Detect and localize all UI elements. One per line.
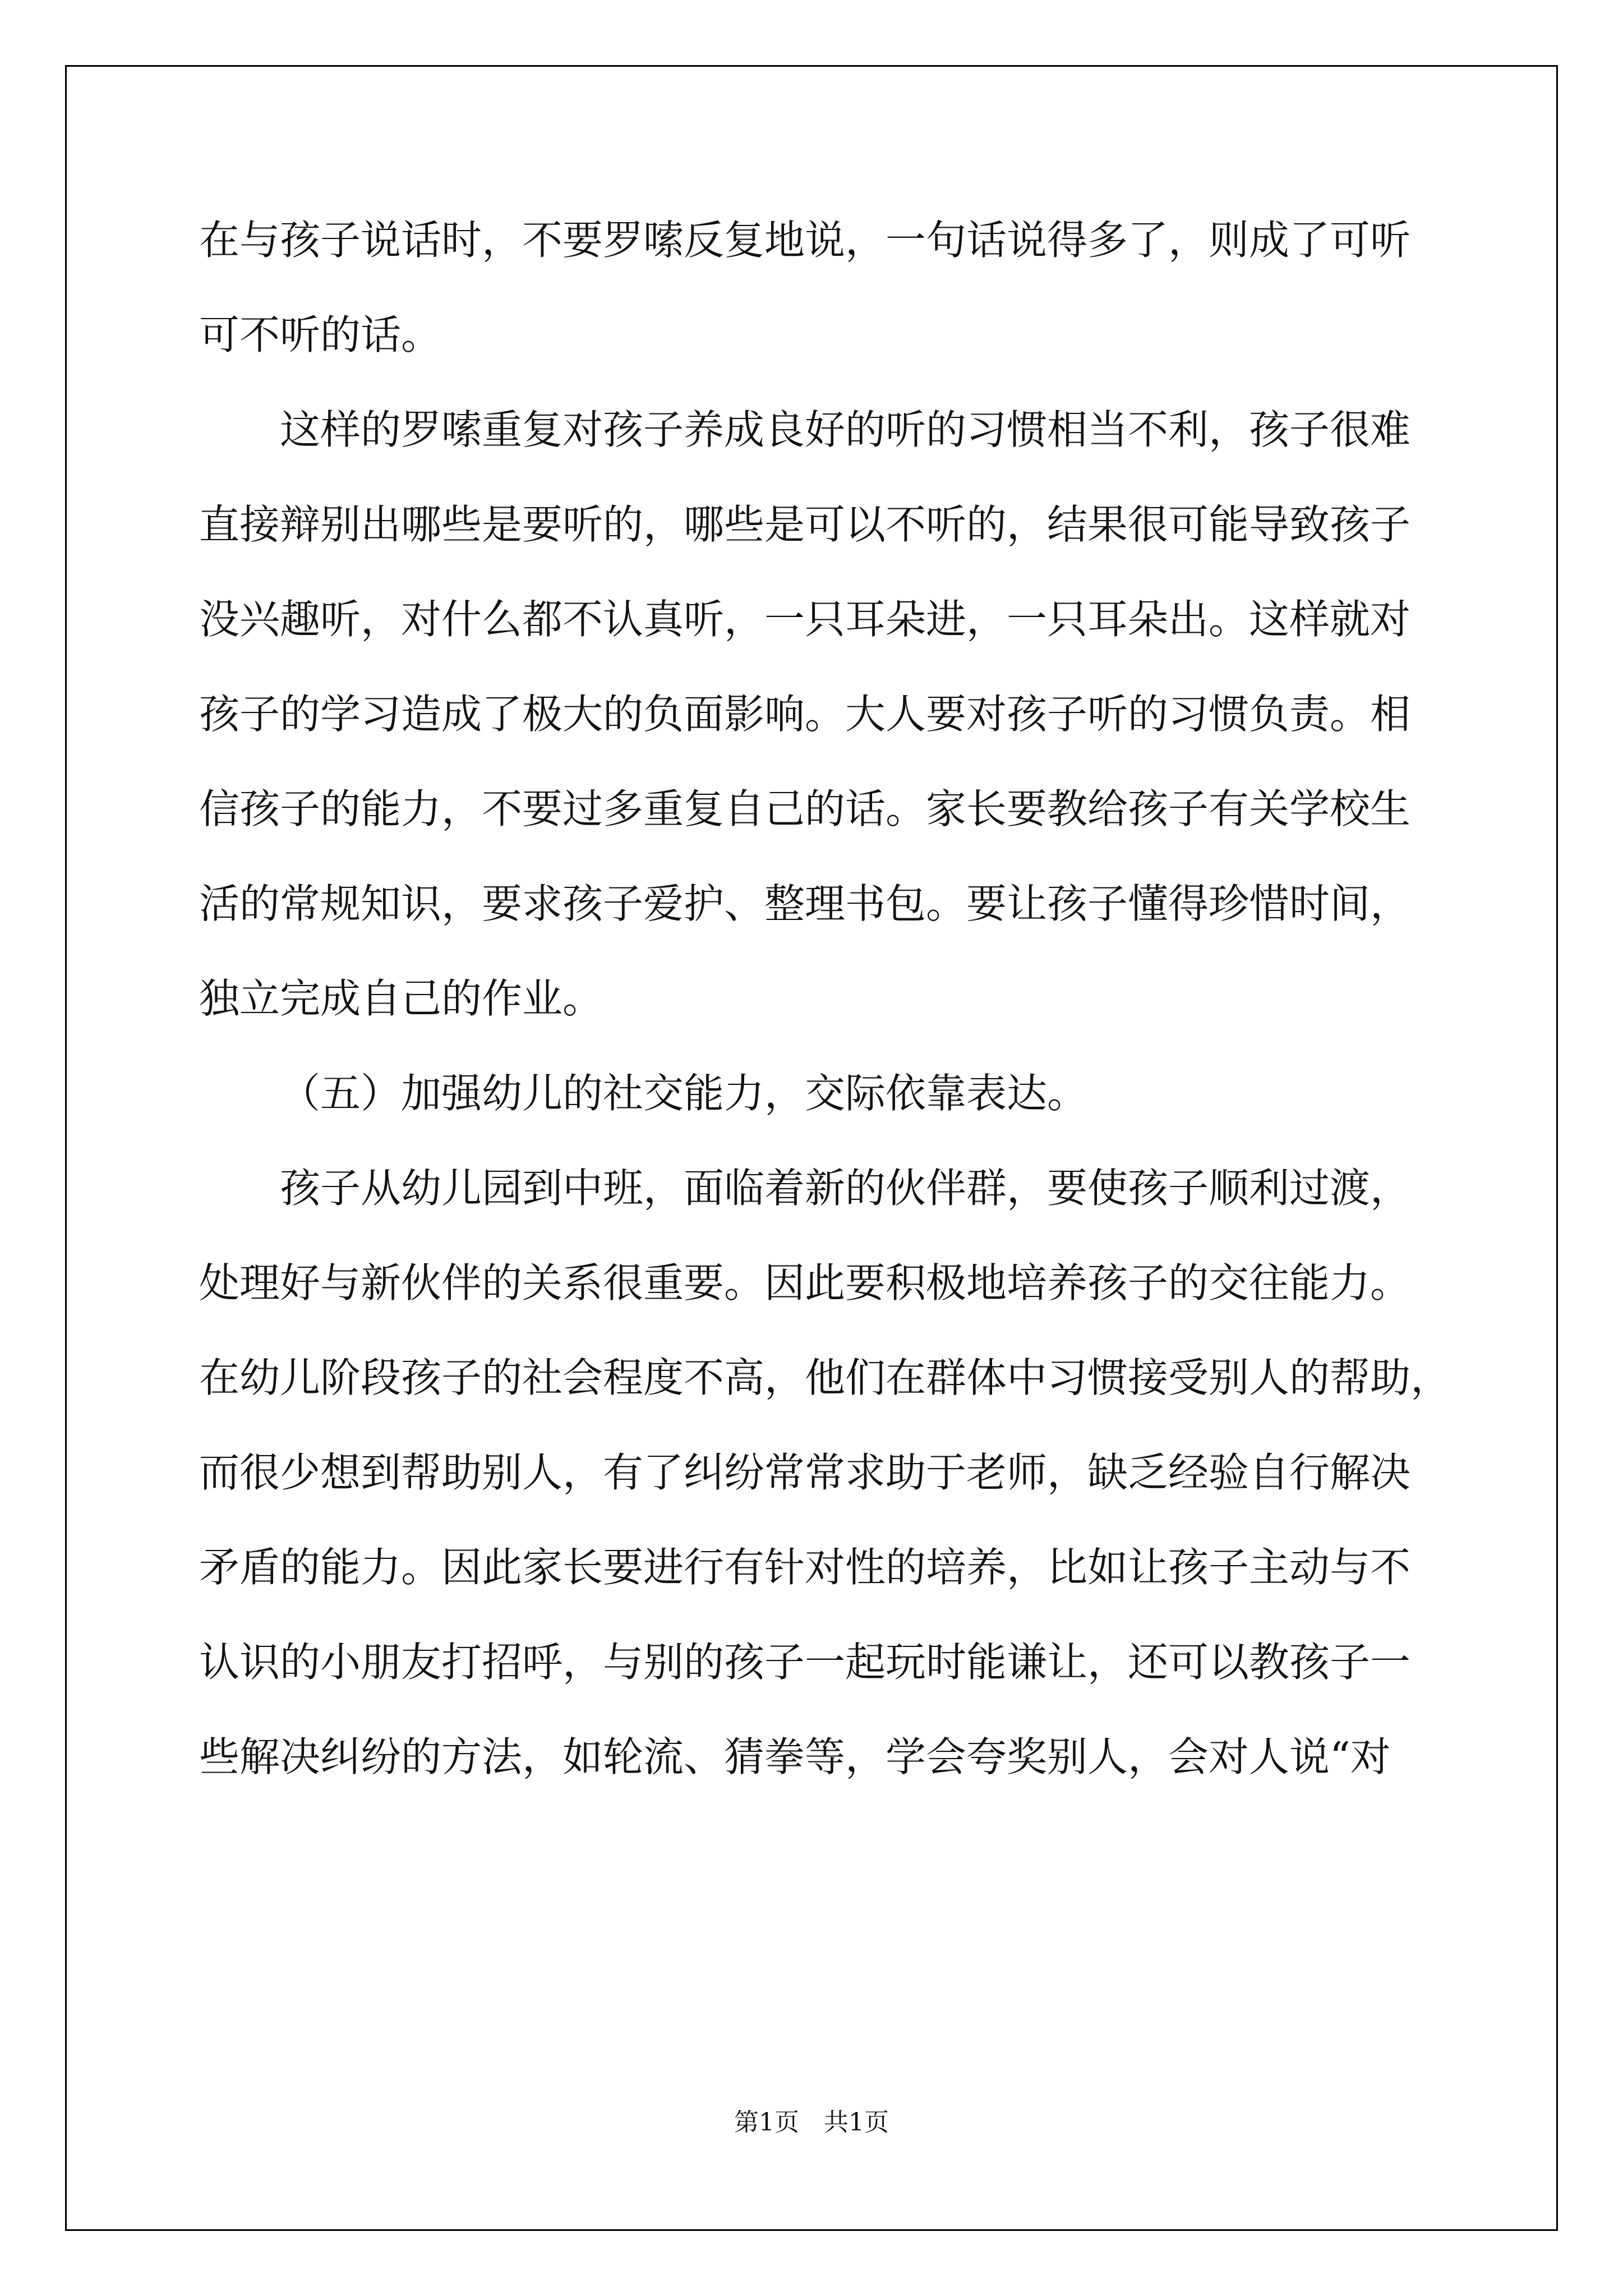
text-line: 处理好与新伙伴的关系很重要。因此要积极地培养孩子的交往能力。 [199, 1259, 1411, 1306]
text-line: 些解决纠纷的方法，如轮流、猜拳等，学会夸奖别人，会对人说“对 [199, 1733, 1391, 1780]
page-number-footer: 第1页 共1页 [734, 2108, 889, 2137]
text-line: 矛盾的能力。因此家长要进行有针对性的培养，比如让孩子主动与不 [199, 1544, 1411, 1591]
text-line: 孩子的学习造成了极大的负面影响。大人要对孩子听的习惯负责。相 [199, 691, 1411, 738]
text-line: 而很少想到帮助别人，有了纠纷常常求助于老师，缺乏经验自行解决 [199, 1449, 1411, 1496]
text-line: 可不听的话。 [199, 311, 442, 358]
text-line: 独立完成自己的作业。 [199, 975, 603, 1022]
text-line: 认识的小朋友打招呼，与别的孩子一起玩时能谦让，还可以教孩子一 [199, 1639, 1411, 1686]
text-line: 这样的罗嗦重复对孩子养成良好的听的习惯相当不利，孩子很难 [280, 406, 1411, 453]
text-line: 信孩子的能力，不要过多重复自己的话。家长要教给孩子有关学校生 [199, 785, 1411, 832]
section-heading: （五）加强幼儿的社交能力，交际依靠表达。 [280, 1070, 1088, 1117]
text-line: 在幼儿阶段孩子的社会程度不高，他们在群体中习惯接受别人的帮助， [199, 1354, 1451, 1401]
text-line: 孩子从幼儿园到中班，面临着新的伙伴群，要使孩子顺利过渡， [280, 1165, 1411, 1212]
text-line: 直接辩别出哪些是要听的，哪些是可以不听的，结果很可能导致孩子 [199, 501, 1411, 548]
text-line: 没兴趣听，对什么都不认真听，一只耳朵进，一只耳朵出。这样就对 [199, 596, 1411, 643]
text-line: 活的常规知识，要求孩子爱护、整理书包。要让孩子懂得珍惜时间， [199, 880, 1411, 927]
document-body [199, 193, 1461, 1805]
text-line: 在与孩子说话时，不要罗嗦反复地说，一句话说得多了，则成了可听 [199, 217, 1411, 264]
